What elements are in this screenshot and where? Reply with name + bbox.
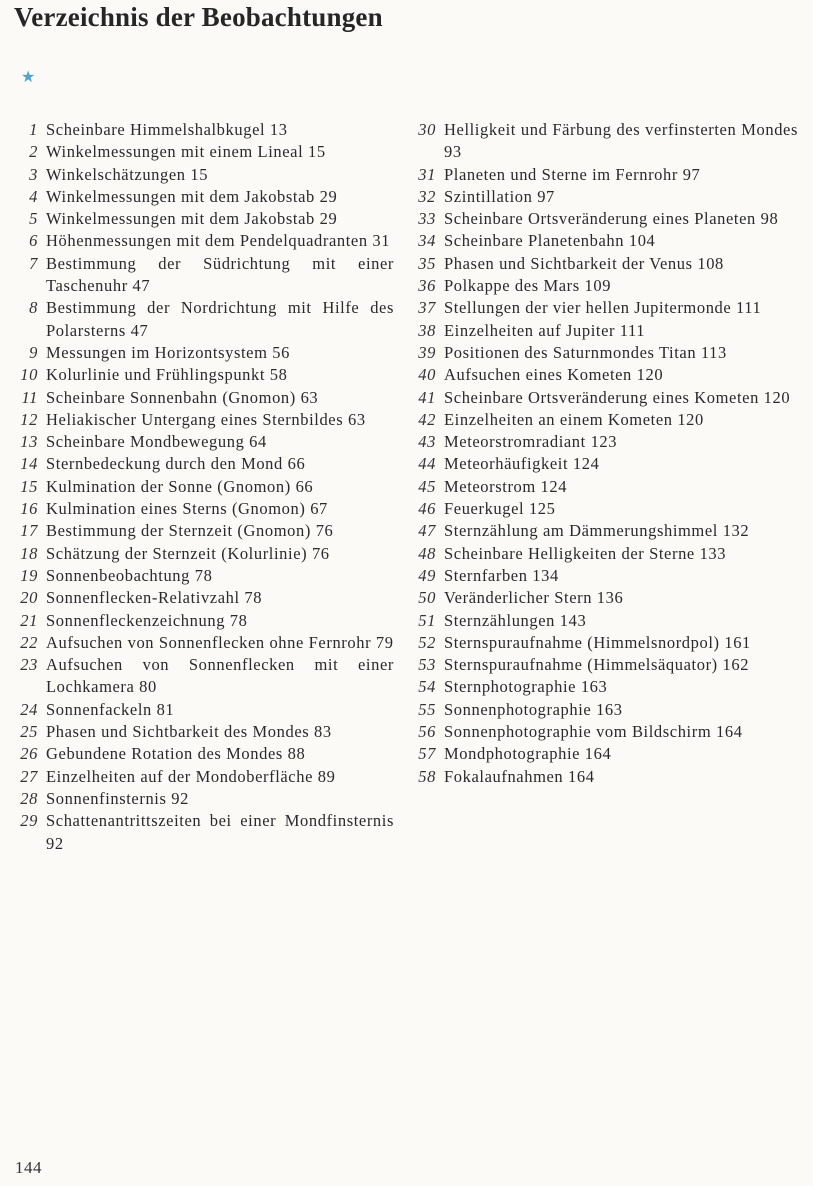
entry-text: Fokalaufnahmen 164 (444, 766, 595, 786)
entry-text: Positionen des Saturnmondes Titan 113 (444, 342, 727, 362)
list-item (14, 543, 394, 565)
entry-number: 12 (20, 409, 38, 429)
entry-text: Meteorstrom 124 (444, 476, 568, 496)
list-item (14, 387, 394, 409)
entry-number: 57 (418, 744, 436, 764)
entry-text: Gebundene Rotation des Mondes 88 (46, 744, 306, 764)
list-item (412, 119, 798, 164)
list-item (412, 320, 798, 342)
list-item (14, 743, 394, 765)
entry-text: Bestimmung der Nordrichtung mit Hilfe des Polarsterns 47 (46, 298, 394, 340)
entry-number: 44 (418, 454, 436, 474)
entry-number: 43 (418, 432, 436, 452)
entry-text: Scheinbare Ortsveränderung eines Kometen 120 (444, 387, 791, 407)
list-item (14, 431, 394, 453)
entry-number: 19 (20, 565, 38, 585)
list-item (412, 654, 798, 676)
entry-number: 22 (20, 632, 38, 652)
entry-number: 25 (20, 722, 38, 742)
entry-text: Einzelheiten an einem Kometen 120 (444, 409, 704, 429)
entry-text: Sonnenfleckenzeichnung 78 (46, 610, 248, 630)
list-item (14, 453, 394, 475)
entry-text: Scheinbare Ortsveränderung eines Planeten 98 (444, 209, 779, 229)
list-item (412, 342, 798, 364)
entry-text: Sternzählung am Dämmerungshimmel 132 (444, 521, 750, 541)
list-item (14, 810, 394, 855)
entry-number: 2 (29, 142, 38, 162)
list-item (412, 565, 798, 587)
list-item (412, 453, 798, 475)
entry-text: Scheinbare Sonnenbahn (Gnomon) 63 (46, 387, 319, 407)
entry-number: 4 (29, 186, 38, 206)
observation-list-left (14, 119, 394, 855)
entry-number: 56 (418, 722, 436, 742)
entry-number: 49 (418, 565, 436, 585)
entry-text: Winkelmessungen mit dem Jakobstab 29 (46, 186, 338, 206)
list-item (14, 253, 394, 298)
entry-text: Aufsuchen eines Kometen 120 (444, 365, 664, 385)
list-item (14, 610, 394, 632)
entry-text: Sternspuraufnahme (Himmelsäquator) 162 (444, 655, 750, 675)
entry-number: 40 (418, 365, 436, 385)
entry-text: Szintillation 97 (444, 186, 555, 206)
entry-text: Scheinbare Himmelshalbkugel 13 (46, 120, 288, 139)
entry-number: 50 (418, 588, 436, 608)
entry-text: Aufsuchen von Sonnenflecken mit einer Lochkamera 80 (46, 655, 394, 697)
entry-number: 7 (29, 253, 38, 273)
observation-list-right (412, 119, 798, 788)
list-item (412, 275, 798, 297)
list-item (412, 498, 798, 520)
entry-number: 17 (20, 521, 38, 541)
entry-text: Winkelschätzungen 15 (46, 164, 209, 184)
entry-number: 31 (418, 164, 436, 184)
page-title: Verzeichnis der Beobachtungen (14, 2, 383, 32)
list-item (14, 721, 394, 743)
list-item (412, 699, 798, 721)
entry-text: Helligkeit und Färbung des verfinsterten Mondes 93 (444, 120, 798, 162)
entry-number: 42 (418, 409, 436, 429)
entry-number: 33 (418, 209, 436, 229)
entry-number: 48 (418, 543, 436, 563)
entry-text: Sonnenphotographie vom Bildschirm 164 (444, 722, 743, 742)
list-item (412, 409, 798, 431)
entry-text: Planeten und Sterne im Fernrohr 97 (444, 164, 701, 184)
entry-text: Sternbedeckung durch den Mond 66 (46, 454, 306, 474)
list-item (14, 476, 394, 498)
entry-text: Sternphotographie 163 (444, 677, 608, 697)
list-item (412, 632, 798, 654)
entry-text: Sonnenflecken-Relativzahl 78 (46, 588, 263, 608)
list-item (412, 543, 798, 565)
entry-number: 47 (418, 521, 436, 541)
list-item (14, 141, 394, 163)
list-item (412, 186, 798, 208)
entry-number: 15 (20, 476, 38, 496)
list-item (412, 387, 798, 409)
entry-number: 38 (418, 320, 436, 340)
list-item (412, 297, 798, 319)
entry-number: 45 (418, 476, 436, 496)
entry-number: 5 (29, 209, 38, 229)
entry-text: Meteorstromradiant 123 (444, 432, 618, 452)
list-item (412, 253, 798, 275)
entry-text: Sonnenbeobachtung 78 (46, 565, 213, 585)
entry-number: 35 (418, 253, 436, 273)
entry-number: 54 (418, 677, 436, 697)
entry-text: Mondphotographie 164 (444, 744, 612, 764)
list-item (14, 632, 394, 654)
entry-text: Stellungen der vier hellen Jupitermonde 111 (444, 298, 762, 318)
entry-number: 36 (418, 276, 436, 296)
list-item (412, 476, 798, 498)
list-item (14, 766, 394, 788)
list-item (412, 364, 798, 386)
entry-text: Aufsuchen von Sonnenflecken ohne Fernrohr 79 (46, 632, 394, 652)
list-item (412, 743, 798, 765)
entry-text: Phasen und Sichtbarkeit des Mondes 83 (46, 722, 332, 742)
entry-number: 55 (418, 699, 436, 719)
entry-number: 53 (418, 655, 436, 675)
entry-text: Einzelheiten auf der Mondoberfläche 89 (46, 766, 336, 786)
entry-number: 13 (20, 432, 38, 452)
entry-number: 26 (20, 744, 38, 764)
entry-number: 24 (20, 699, 38, 719)
list-item (14, 119, 394, 141)
entry-text: Winkelmessungen mit einem Lineal 15 (46, 142, 326, 162)
entry-text: Sonnenfinsternis 92 (46, 788, 189, 808)
list-item (14, 699, 394, 721)
entry-number: 16 (20, 499, 38, 519)
entry-number: 8 (29, 298, 38, 318)
entry-number: 11 (21, 387, 38, 407)
entry-number: 46 (418, 499, 436, 519)
list-item (14, 520, 394, 542)
list-item (412, 676, 798, 698)
entry-text: Sternfarben 134 (444, 565, 559, 585)
list-item (14, 186, 394, 208)
entry-number: 9 (29, 342, 38, 362)
entry-number: 23 (20, 655, 38, 675)
list-item (14, 409, 394, 431)
list-item (14, 788, 394, 810)
entry-text: Scheinbare Mondbewegung 64 (46, 432, 267, 452)
entry-text: Kolurlinie und Frühlingspunkt 58 (46, 365, 288, 385)
entry-text: Sternspuraufnahme (Himmelsnordpol) 161 (444, 632, 751, 652)
entry-number: 10 (20, 365, 38, 385)
list-item (14, 364, 394, 386)
entry-number: 58 (418, 766, 436, 786)
entry-text: Sternzählungen 143 (444, 610, 587, 630)
page-number: 144 (15, 1158, 42, 1177)
entry-text: Höhenmessungen mit dem Pendelquadranten 31 (46, 231, 391, 251)
entry-text: Feuerkugel 125 (444, 499, 556, 519)
entry-number: 14 (20, 454, 38, 474)
list-item (14, 342, 394, 364)
list-item (412, 208, 798, 230)
entry-text: Bestimmung der Sternzeit (Gnomon) 76 (46, 521, 334, 541)
entry-number: 34 (418, 231, 436, 251)
list-item (14, 498, 394, 520)
list-item (412, 766, 798, 788)
entry-number: 6 (29, 231, 38, 251)
entry-number: 51 (418, 610, 436, 630)
entry-text: Phasen und Sichtbarkeit der Venus 108 (444, 253, 724, 273)
list-item (14, 565, 394, 587)
entry-text: Kulmination eines Sterns (Gnomon) 67 (46, 499, 328, 519)
entry-text: Heliakischer Untergang eines Sternbildes 63 (46, 409, 366, 429)
list-item (412, 587, 798, 609)
list-item (14, 587, 394, 609)
list-item (14, 208, 394, 230)
list-item (14, 164, 394, 186)
entry-text: Polkappe des Mars 109 (444, 276, 612, 296)
entry-text: Einzelheiten auf Jupiter 111 (444, 320, 646, 340)
entry-text: Veränderlicher Stern 136 (444, 588, 624, 608)
entry-number: 27 (20, 766, 38, 786)
entry-text: Sonnenphotographie 163 (444, 699, 623, 719)
list-item (412, 431, 798, 453)
entry-number: 30 (418, 120, 436, 139)
entry-number: 1 (29, 120, 38, 139)
list-item (412, 230, 798, 252)
list-item (412, 610, 798, 632)
entry-number: 3 (29, 164, 38, 184)
entry-text: Meteorhäufigkeit 124 (444, 454, 600, 474)
entry-text: Kulmination der Sonne (Gnomon) 66 (46, 476, 314, 496)
list-item (14, 230, 394, 252)
star-icon: ★ (21, 69, 36, 86)
list-item (412, 721, 798, 743)
entry-text: Scheinbare Planetenbahn 104 (444, 231, 656, 251)
entry-text: Sonnenfackeln 81 (46, 699, 175, 719)
entry-number: 28 (20, 788, 38, 808)
entry-text: Bestimmung der Südrichtung mit einer Taschenuhr 47 (46, 253, 394, 296)
entry-text: Scheinbare Helligkeiten der Sterne 133 (444, 543, 727, 563)
entry-text: Schätzung der Sternzeit (Kolurlinie) 76 (46, 543, 330, 563)
entry-number: 20 (20, 588, 38, 608)
list-item (412, 520, 798, 542)
entry-text: Schattenantrittszeiten bei einer Mondfinsternis 92 (46, 811, 394, 853)
entry-number: 29 (20, 811, 38, 831)
entry-number: 18 (20, 543, 38, 563)
list-item (412, 164, 798, 186)
entry-number: 21 (20, 610, 38, 630)
entry-text: Winkelmessungen mit dem Jakobstab 29 (46, 209, 338, 229)
entry-text: Messungen im Horizontsystem 56 (46, 342, 290, 362)
entry-number: 37 (418, 298, 436, 318)
list-item (14, 297, 394, 342)
entry-number: 32 (418, 186, 436, 206)
list-item (14, 654, 394, 699)
entry-number: 41 (418, 387, 436, 407)
entry-number: 39 (418, 342, 436, 362)
entry-number: 52 (418, 632, 436, 652)
